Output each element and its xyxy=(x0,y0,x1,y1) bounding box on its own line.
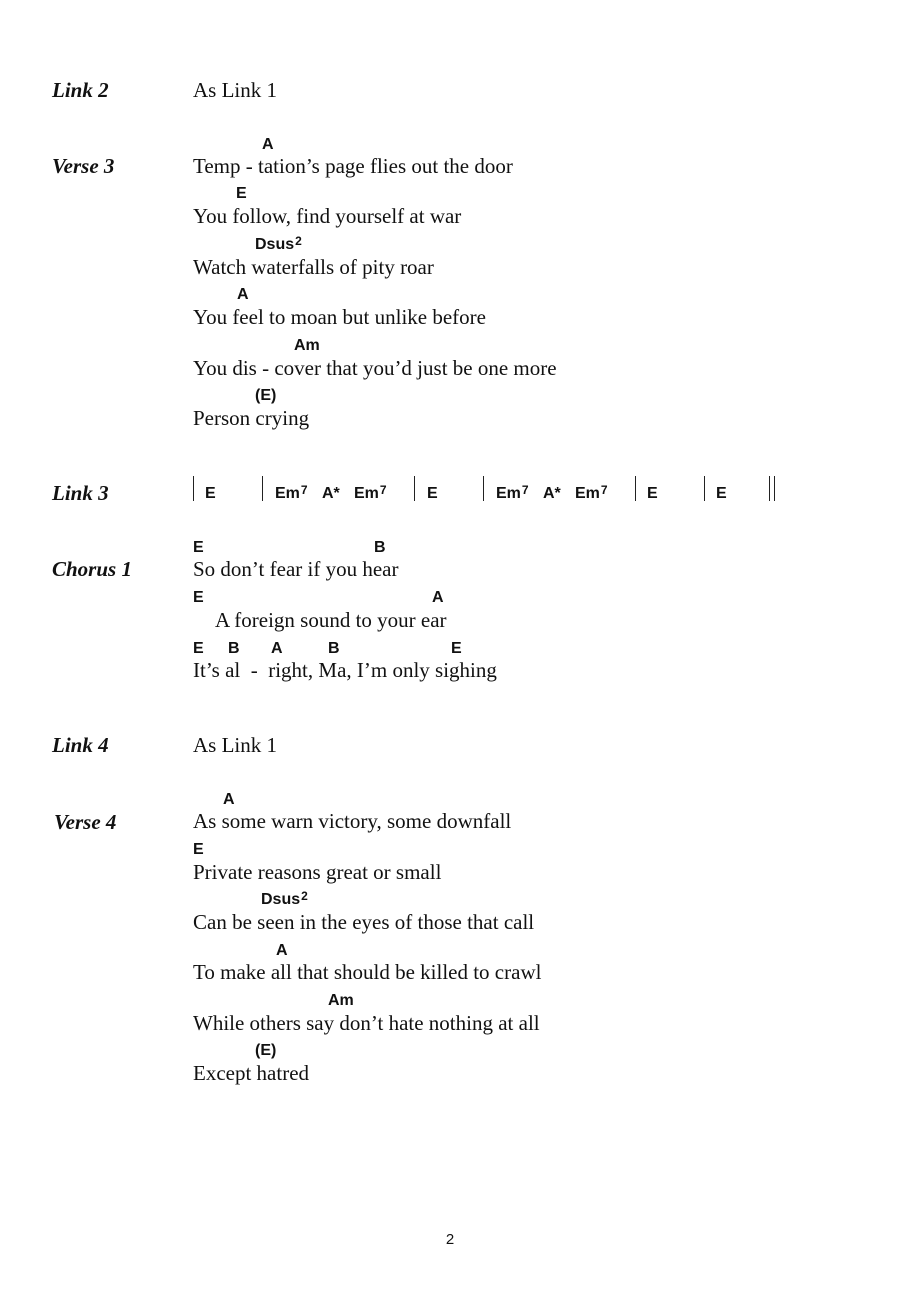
chord: Em$^7$ xyxy=(575,483,608,502)
chord: Am xyxy=(294,337,320,354)
bar-line xyxy=(414,476,415,501)
lyric-line: Except hatred xyxy=(193,1061,310,1085)
bar-line xyxy=(262,476,263,501)
section-label-verse-3: Verse 3 xyxy=(52,154,115,178)
chord: E xyxy=(427,485,438,502)
lyric-line: Watch waterfalls of pity roar xyxy=(193,255,434,279)
chord: E xyxy=(451,640,462,657)
link-4-text: As Link 1 xyxy=(193,733,277,757)
chord: (E) xyxy=(255,1042,277,1059)
final-double-bar-line xyxy=(769,476,775,501)
bar-line xyxy=(483,476,484,501)
lyric-line: A foreign sound to your ear xyxy=(215,608,447,632)
chord: Em$^7$ xyxy=(496,483,529,502)
lyric-line: You dis - cover that you’d just be one more xyxy=(193,356,557,380)
section-label-link-2: Link 2 xyxy=(52,78,109,102)
chord: E xyxy=(193,841,204,858)
lyric-line: So don’t fear if you hear xyxy=(193,557,399,581)
chord: (E) xyxy=(255,387,277,404)
section-label-link-3: Link 3 xyxy=(52,481,109,505)
lyric-line: As some warn victory, some downfall xyxy=(193,809,512,833)
chord: A xyxy=(237,286,249,303)
chord: A xyxy=(262,136,274,153)
chord: Am xyxy=(328,992,354,1009)
chord: E xyxy=(236,185,247,202)
bar-line xyxy=(704,476,705,501)
chord-superscript: 2 xyxy=(295,234,302,248)
chord: B xyxy=(328,640,340,657)
chord: A* xyxy=(543,485,561,502)
lyric-line: Person crying xyxy=(193,406,310,430)
chord: A xyxy=(223,791,235,808)
chord: E xyxy=(193,640,204,657)
chord: B xyxy=(228,640,240,657)
chord: A xyxy=(271,640,283,657)
lyric-line: It’s al - right, Ma, I’m only sighing xyxy=(193,658,497,682)
bar-line xyxy=(193,476,194,501)
chord: A xyxy=(432,589,444,606)
chord: E xyxy=(716,485,727,502)
chord: A* xyxy=(322,485,340,502)
chord: Dsus$^2$ xyxy=(261,889,308,908)
section-label-verse-4: Verse 4 xyxy=(54,810,117,834)
chord: E xyxy=(193,539,204,556)
chord: Em$^7$ xyxy=(275,483,308,502)
section-label-link-4: Link 4 xyxy=(52,733,109,757)
section-label-chorus-1: Chorus 1 xyxy=(52,557,132,581)
lyric-line: To make all that should be killed to crawl xyxy=(193,960,542,984)
chord: Em$^7$ xyxy=(354,483,387,502)
link-2-text: As Link 1 xyxy=(193,78,277,102)
lyric-line: While others say don’t hate nothing at all xyxy=(193,1011,540,1035)
lyric-line: Temp - tation’s page flies out the door xyxy=(193,154,513,178)
chord: E xyxy=(205,485,216,502)
bar-line xyxy=(635,476,636,501)
chord: E xyxy=(647,485,658,502)
lyric-line: You follow, find yourself at war xyxy=(193,204,462,228)
chord: A xyxy=(276,942,288,959)
page-number: 2 xyxy=(445,1231,455,1248)
chord: Dsus$^2$ xyxy=(255,234,302,253)
lyric-line: You feel to moan but unlike before xyxy=(193,305,486,329)
chord-superscript: 2 xyxy=(301,889,308,903)
lyric-line: Private reasons great or small xyxy=(193,860,442,884)
lyric-line: Can be seen in the eyes of those that call xyxy=(193,910,535,934)
chord: E xyxy=(193,589,204,606)
chord: B xyxy=(374,539,386,556)
